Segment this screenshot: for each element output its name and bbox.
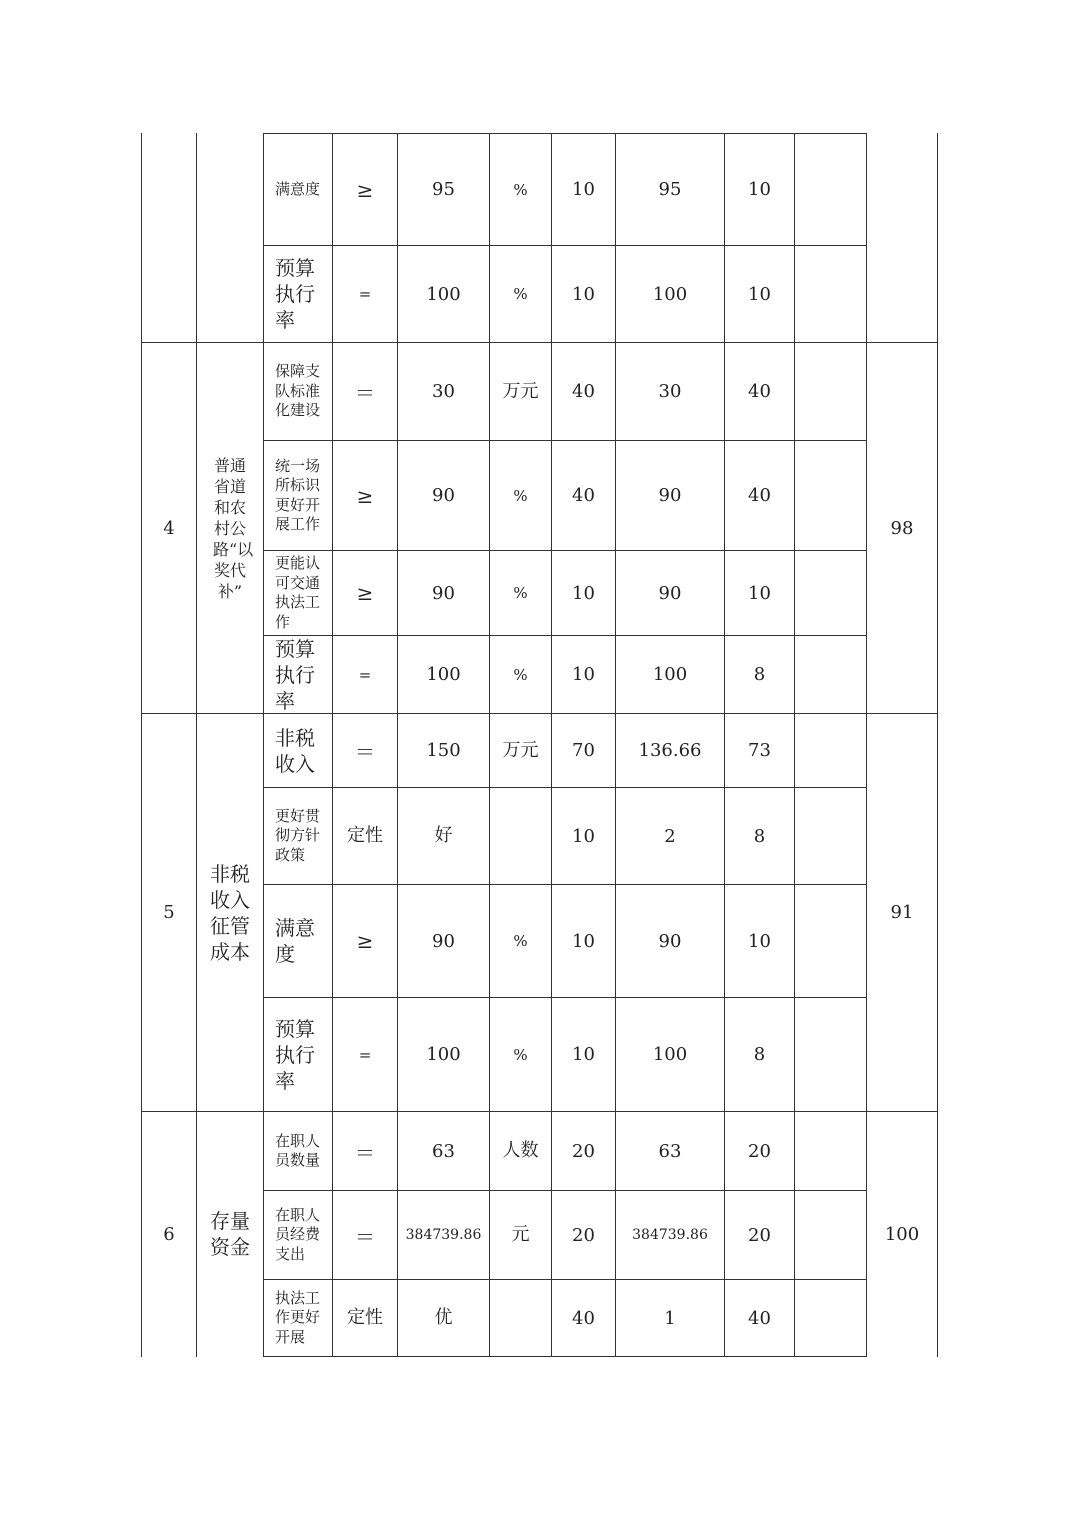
remark-cell xyxy=(795,1280,866,1356)
remark-cell xyxy=(795,441,866,550)
score-cell: 10 xyxy=(748,283,771,305)
indicator-cell: 非税收入 xyxy=(275,725,315,776)
remark-cell xyxy=(795,551,866,635)
unit-cell: 元 xyxy=(511,1224,530,1245)
unit-cell: % xyxy=(513,486,528,505)
indicator-cell: 保障支队标准化建设 xyxy=(275,362,321,420)
score-cell: 10 xyxy=(748,582,771,604)
operator-cell: = xyxy=(358,1045,372,1064)
group-number: 5 xyxy=(163,902,175,923)
target-cell: 150 xyxy=(426,740,461,761)
weight-cell: 10 xyxy=(572,179,595,200)
operator-cell: ＝ xyxy=(355,381,375,405)
score-cell: 8 xyxy=(753,825,766,847)
actual-cell: 2 xyxy=(664,825,676,847)
indicator-cell: 统一场所标识更好开展工作 xyxy=(275,456,321,533)
target-cell: 90 xyxy=(432,485,455,506)
weight-cell: 10 xyxy=(572,582,595,604)
operator-cell: ＝ xyxy=(355,740,375,764)
score-cell: 40 xyxy=(748,485,771,506)
target-cell: 90 xyxy=(432,930,455,952)
target-cell: 100 xyxy=(426,1044,461,1065)
remark-cell xyxy=(795,636,866,713)
remark-cell xyxy=(795,1191,866,1279)
remark-cell xyxy=(795,246,866,342)
remark-cell xyxy=(795,714,866,787)
weight-cell: 10 xyxy=(572,283,595,305)
score-cell: 40 xyxy=(748,381,771,402)
indicator-cell: 更能认可交通执法工作 xyxy=(275,554,321,631)
unit-cell: 人数 xyxy=(502,1140,539,1161)
weight-cell: 40 xyxy=(572,485,595,506)
target-cell: 优 xyxy=(434,1307,453,1328)
project-name: 存量资金 xyxy=(210,1209,250,1259)
weight-cell: 10 xyxy=(572,1044,595,1065)
weight-cell: 20 xyxy=(572,1140,595,1162)
operator-cell: ＝ xyxy=(355,1224,375,1249)
score-cell: 8 xyxy=(753,1044,766,1065)
grid-line xyxy=(263,1356,867,1357)
remark-cell xyxy=(795,998,866,1111)
actual-cell: 1 xyxy=(664,1307,676,1329)
remark-cell xyxy=(795,885,866,997)
project-name: 普通省道和农村公路“以奖代补” xyxy=(213,455,254,601)
weight-cell: 70 xyxy=(572,740,595,761)
indicator-cell: 满意度 xyxy=(275,916,315,966)
score-cell: 20 xyxy=(748,1140,771,1162)
indicator-cell: 预算执行率 xyxy=(275,256,315,332)
score-cell: 40 xyxy=(748,1307,771,1329)
indicator-cell: 预算执行率 xyxy=(275,1016,315,1093)
weight-cell: 40 xyxy=(572,1307,595,1329)
indicator-cell: 预算执行率 xyxy=(275,636,315,713)
unit-cell: % xyxy=(513,584,528,602)
actual-cell: 136.66 xyxy=(638,740,702,761)
group-total-score: 100 xyxy=(884,1223,920,1245)
indicator-cell: 在职人员经费支出 xyxy=(275,1205,321,1263)
unit-cell xyxy=(490,788,551,884)
target-cell: 100 xyxy=(426,664,461,685)
remark-cell xyxy=(795,788,866,884)
actual-cell: 90 xyxy=(658,930,682,952)
indicator-cell: 满意度 xyxy=(275,179,321,198)
remark-cell xyxy=(795,1112,866,1190)
score-cell: 73 xyxy=(748,740,771,761)
indicator-cell: 在职人员数量 xyxy=(275,1131,321,1169)
indicator-cell: 执法工作更好开展 xyxy=(275,1288,321,1346)
unit-cell: % xyxy=(513,285,528,303)
unit-cell: 万元 xyxy=(502,380,539,402)
actual-cell: 100 xyxy=(652,1044,688,1065)
actual-cell: 100 xyxy=(652,283,688,305)
unit-cell: % xyxy=(513,180,528,199)
operator-cell: = xyxy=(358,665,372,684)
unit-cell: % xyxy=(513,665,528,684)
target-cell: 100 xyxy=(426,283,461,305)
remark-cell xyxy=(795,134,866,245)
target-cell: 63 xyxy=(432,1140,455,1162)
group-number: 4 xyxy=(163,517,175,539)
actual-cell: 95 xyxy=(658,179,682,200)
grid-line xyxy=(937,133,938,1357)
target-cell: 好 xyxy=(434,825,453,846)
unit-cell: 万元 xyxy=(502,739,539,761)
weight-cell: 10 xyxy=(572,930,595,952)
indicator-cell: 更好贯彻方针政策 xyxy=(275,806,321,864)
score-cell: 10 xyxy=(748,179,771,200)
target-cell: 384739.86 xyxy=(405,1227,482,1243)
operator-cell: ＝ xyxy=(355,1140,375,1165)
project-name: 非税收入征管成本 xyxy=(210,861,250,964)
actual-cell: 30 xyxy=(658,381,682,402)
weight-cell: 10 xyxy=(572,825,595,847)
target-cell: 95 xyxy=(432,179,455,200)
group-number: 6 xyxy=(163,1223,175,1245)
score-cell: 10 xyxy=(748,930,771,952)
remark-cell xyxy=(795,343,866,440)
target-cell: 30 xyxy=(432,381,455,402)
actual-cell: 90 xyxy=(658,582,682,604)
operator-cell: ≥ xyxy=(356,483,374,508)
operator-cell: ≥ xyxy=(356,177,374,202)
group-total-score: 91 xyxy=(890,902,914,923)
unit-cell xyxy=(490,1280,551,1356)
actual-cell: 90 xyxy=(658,485,682,506)
unit-cell: % xyxy=(513,1045,528,1064)
actual-cell: 63 xyxy=(658,1140,682,1162)
operator-cell: ≥ xyxy=(356,929,374,953)
score-cell: 8 xyxy=(753,664,766,685)
operator-cell: 定性 xyxy=(347,1307,383,1328)
weight-cell: 40 xyxy=(572,381,595,402)
weight-cell: 10 xyxy=(572,664,595,685)
actual-cell: 100 xyxy=(652,664,688,685)
score-cell: 20 xyxy=(748,1224,771,1246)
target-cell: 90 xyxy=(432,582,455,604)
operator-cell: 定性 xyxy=(347,825,383,846)
unit-cell: % xyxy=(513,932,528,950)
actual-cell: 384739.86 xyxy=(632,1227,708,1243)
operator-cell: = xyxy=(358,285,372,303)
group-total-score: 98 xyxy=(890,517,914,539)
weight-cell: 20 xyxy=(572,1224,595,1246)
operator-cell: ≥ xyxy=(356,581,374,605)
